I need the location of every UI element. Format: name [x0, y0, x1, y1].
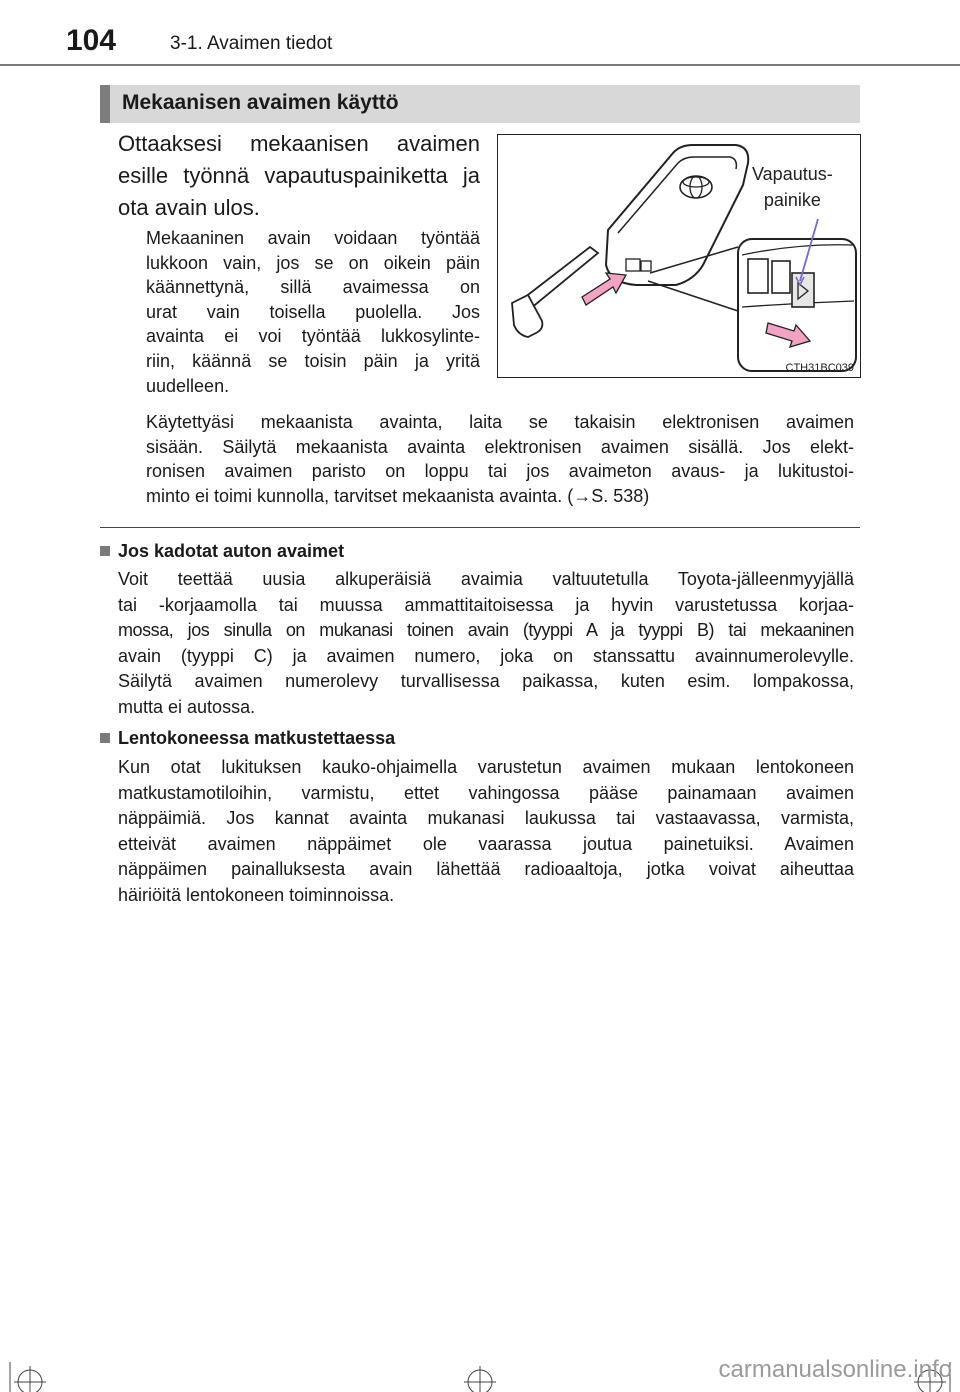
- subheading-airplane: [100, 728, 395, 749]
- section-title: Mekaanisen avaimen käyttö: [122, 91, 399, 114]
- para-line: näppäimiä. Jos kannat avainta mukanasi laukussa tai vastaavassa, varmista,: [118, 808, 854, 829]
- chapter-title: 3-1. Avaimen tiedot: [170, 33, 333, 54]
- key-figure: [497, 134, 861, 378]
- para-line: avain (tyyppi C) ja avaimen numero, joka on stanssattu avainnumerolevylle.: [118, 645, 854, 666]
- para-line: Kun otat lukituksen kauko-ohjaimella varustetun avaimen mukaan lentokoneen: [118, 757, 854, 777]
- release-button-label: [752, 161, 833, 213]
- para-line: Voit teettää uusia alkuperäisiä avaimia valtuutetulla Toyota-jälleenmyyjällä: [118, 569, 854, 589]
- header-rule: [0, 64, 960, 66]
- para-line: matkustamotiloihin, varmistu, ettet vahingossa pääse painamaan avaimen: [118, 782, 854, 803]
- square-bullet-icon: [100, 733, 110, 743]
- note-line: lukkoon vain, jos se on oikein päin: [146, 252, 480, 273]
- note-line: avainta ei voi työntää lukkosylinte-: [146, 326, 480, 347]
- note-line: uudelleen.: [146, 375, 230, 396]
- intro-line: esille työnnä vapautuspainiketta ja: [118, 163, 480, 188]
- section-heading-bar: [100, 85, 860, 123]
- intro-line: ota avain ulos.: [118, 195, 260, 220]
- lost-keys-paragraph: [118, 567, 854, 721]
- subheading-text: Jos kadotat auton avaimet: [118, 541, 345, 561]
- watermark: carmanualsonline.info: [718, 1356, 952, 1383]
- note-line: urat vain toisella puolella. Jos: [146, 301, 480, 322]
- subheading-text: Lentokoneessa matkustettaessa: [118, 728, 396, 748]
- after-line: Käytettyäsi mekaanista avainta, laita se takaisin elektronisen avaimen: [146, 412, 854, 432]
- section-divider: [100, 527, 860, 528]
- page-number: 104: [66, 24, 117, 57]
- page-header: [0, 0, 960, 70]
- airplane-paragraph: [118, 755, 854, 909]
- para-line: häiriöitä lentokoneen toiminnoissa.: [118, 884, 395, 905]
- note-paragraph: [146, 226, 480, 398]
- para-line: etteivät avaimen näppäimet ole vaarassa joutua painetuiksi. Avaimen: [118, 833, 854, 854]
- para-line: Säilytä avaimen numerolevy turvallisessa paikassa, kuten esim. lompakossa,: [118, 671, 854, 692]
- square-bullet-icon: [100, 546, 110, 556]
- note-line: käännettynä, sillä avaimessa on: [146, 277, 480, 298]
- after-use-paragraph: [146, 410, 854, 508]
- release-button-label-line2: painike: [763, 190, 821, 210]
- after-line: minto ei toimi kunnolla, tarvitset mekaanista avainta. (→S. 538): [146, 485, 650, 506]
- para-line: mossa, jos sinulla on mukanasi toinen avain (tyyppi A ja tyyppi B) tai mekaaninen: [118, 620, 854, 641]
- subheading-lost-keys: [100, 541, 344, 562]
- release-button-label-line1: Vapautus-: [752, 164, 833, 184]
- para-line: näppäimen painalluksesta avain lähettää radioaaltoja, jotka voivat aiheuttaa: [118, 859, 854, 880]
- after-line: ronisen avaimen paristo on loppu tai jos avaimeton avaus- ja lukitustoi-: [146, 461, 854, 482]
- intro-paragraph: [118, 128, 480, 224]
- note-line: Mekaaninen avain voidaan työntää: [146, 228, 480, 248]
- after-line: sisään. Säilytä mekaanista avainta elektronisen avaimen sisällä. Jos elekt-: [146, 436, 854, 457]
- intro-line: Ottaaksesi mekaanisen avaimen: [118, 131, 480, 156]
- figure-code: CTH31BC039: [785, 362, 854, 374]
- para-line: tai -korjaamolla tai muussa ammattitaitoisessa ja hyvin varustetussa korjaa-: [118, 594, 854, 615]
- para-line: mutta ei autossa.: [118, 696, 256, 717]
- note-line: riin, käännä se toisin päin ja yritä: [146, 350, 480, 371]
